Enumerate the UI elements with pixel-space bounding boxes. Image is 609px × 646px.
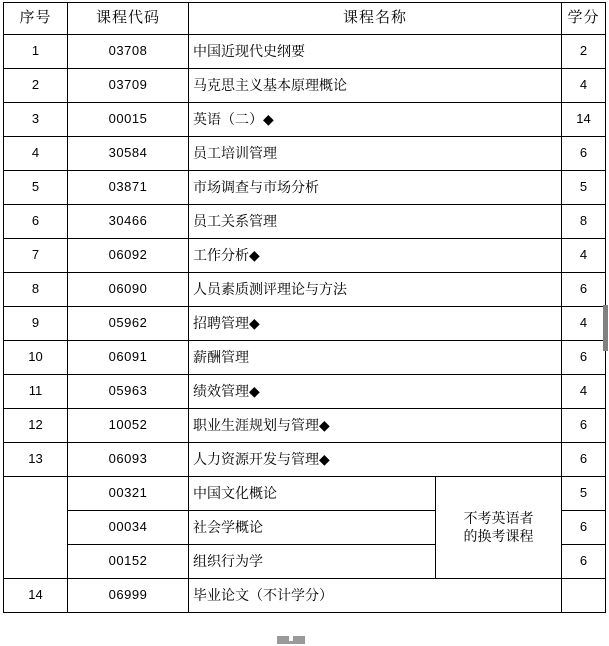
cell-name: 绩效管理◆ xyxy=(189,375,562,409)
cell-code: 00034 xyxy=(68,511,189,545)
table-row xyxy=(4,375,606,409)
cell-credit: 6 xyxy=(562,341,606,375)
cursor-artifact xyxy=(277,636,305,644)
table-row xyxy=(4,35,606,69)
table-row xyxy=(4,205,606,239)
cell-name: 市场调查与市场分析 xyxy=(189,171,562,205)
cell-index-merged xyxy=(4,477,68,579)
cell-index: 11 xyxy=(4,375,68,409)
cell-credit: 5 xyxy=(562,477,606,511)
cell-index: 4 xyxy=(4,137,68,171)
cell-code: 10052 xyxy=(68,409,189,443)
cell-credit: 5 xyxy=(562,171,606,205)
cell-credit: 6 xyxy=(562,545,606,579)
cell-index: 1 xyxy=(4,35,68,69)
cell-name: 员工培训管理 xyxy=(189,137,562,171)
table-row xyxy=(4,171,606,205)
table-row xyxy=(4,103,606,137)
cell-code: 05963 xyxy=(68,375,189,409)
table-row xyxy=(4,273,606,307)
table-body xyxy=(4,35,606,613)
table-row xyxy=(4,409,606,443)
table-row xyxy=(4,239,606,273)
cell-name: 职业生涯规划与管理◆ xyxy=(189,409,562,443)
cell-name: 英语（二）◆ xyxy=(189,103,562,137)
table-row xyxy=(4,443,606,477)
table-row xyxy=(4,579,606,613)
cell-credit: 4 xyxy=(562,239,606,273)
cell-code: 00321 xyxy=(68,477,189,511)
cell-code: 06092 xyxy=(68,239,189,273)
cell-name: 社会学概论 xyxy=(189,511,436,545)
cell-substitute-note xyxy=(436,477,562,579)
cell-credit: 8 xyxy=(562,205,606,239)
cell-credit: 2 xyxy=(562,35,606,69)
cell-code: 06091 xyxy=(68,341,189,375)
column-header-code: 课程代码 xyxy=(68,3,189,35)
cell-index: 10 xyxy=(4,341,68,375)
cell-name: 马克思主义基本原理概论 xyxy=(189,69,562,103)
cell-credit: 6 xyxy=(562,443,606,477)
cell-index: 8 xyxy=(4,273,68,307)
cell-name: 员工关系管理 xyxy=(189,205,562,239)
cell-code: 06999 xyxy=(68,579,189,613)
course-plan-table xyxy=(3,2,606,613)
cell-code: 06090 xyxy=(68,273,189,307)
cell-index: 2 xyxy=(4,69,68,103)
table-row xyxy=(4,69,606,103)
cell-name: 人员素质测评理论与方法 xyxy=(189,273,562,307)
cell-code: 03871 xyxy=(68,171,189,205)
cell-code: 03709 xyxy=(68,69,189,103)
substitute-note-line-2: 的换考课程 xyxy=(463,527,534,544)
cell-code: 30466 xyxy=(68,205,189,239)
cell-index: 5 xyxy=(4,171,68,205)
table-row xyxy=(4,341,606,375)
cell-index: 12 xyxy=(4,409,68,443)
cell-index: 3 xyxy=(4,103,68,137)
cell-name: 工作分析◆ xyxy=(189,239,562,273)
cell-credit xyxy=(562,579,606,613)
cell-credit: 6 xyxy=(562,137,606,171)
cell-credit: 4 xyxy=(562,69,606,103)
cell-index: 7 xyxy=(4,239,68,273)
cell-credit: 6 xyxy=(562,273,606,307)
substitute-note-line-1: 不考英语者 xyxy=(463,510,534,526)
table-row-substitute xyxy=(4,477,606,511)
cell-name: 招聘管理◆ xyxy=(189,307,562,341)
column-header-index: 序号 xyxy=(4,3,68,35)
cell-name: 人力资源开发与管理◆ xyxy=(189,443,562,477)
cell-credit: 4 xyxy=(562,375,606,409)
table-row xyxy=(4,307,606,341)
vertical-scrollbar-thumb[interactable] xyxy=(603,305,608,351)
cell-credit: 14 xyxy=(562,103,606,137)
cell-code: 00015 xyxy=(68,103,189,137)
course-table-container xyxy=(3,2,606,613)
column-header-name: 课程名称 xyxy=(189,3,562,35)
cell-name: 组织行为学 xyxy=(189,545,436,579)
cell-code: 05962 xyxy=(68,307,189,341)
cell-index: 9 xyxy=(4,307,68,341)
cell-credit: 6 xyxy=(562,409,606,443)
cell-code: 03708 xyxy=(68,35,189,69)
cell-code: 30584 xyxy=(68,137,189,171)
table-header-row xyxy=(4,3,606,35)
cell-code: 00152 xyxy=(68,545,189,579)
cell-index: 14 xyxy=(4,579,68,613)
cell-name: 中国近现代史纲要 xyxy=(189,35,562,69)
cell-code: 06093 xyxy=(68,443,189,477)
column-header-credit: 学分 xyxy=(562,3,606,35)
table-header xyxy=(4,3,606,35)
table-row xyxy=(4,137,606,171)
cell-index: 13 xyxy=(4,443,68,477)
cell-name: 中国文化概论 xyxy=(189,477,436,511)
cell-name: 毕业论文（不计学分） xyxy=(189,579,562,613)
cell-name: 薪酬管理 xyxy=(189,341,562,375)
cell-index: 6 xyxy=(4,205,68,239)
cell-credit: 4 xyxy=(562,307,606,341)
cell-credit: 6 xyxy=(562,511,606,545)
